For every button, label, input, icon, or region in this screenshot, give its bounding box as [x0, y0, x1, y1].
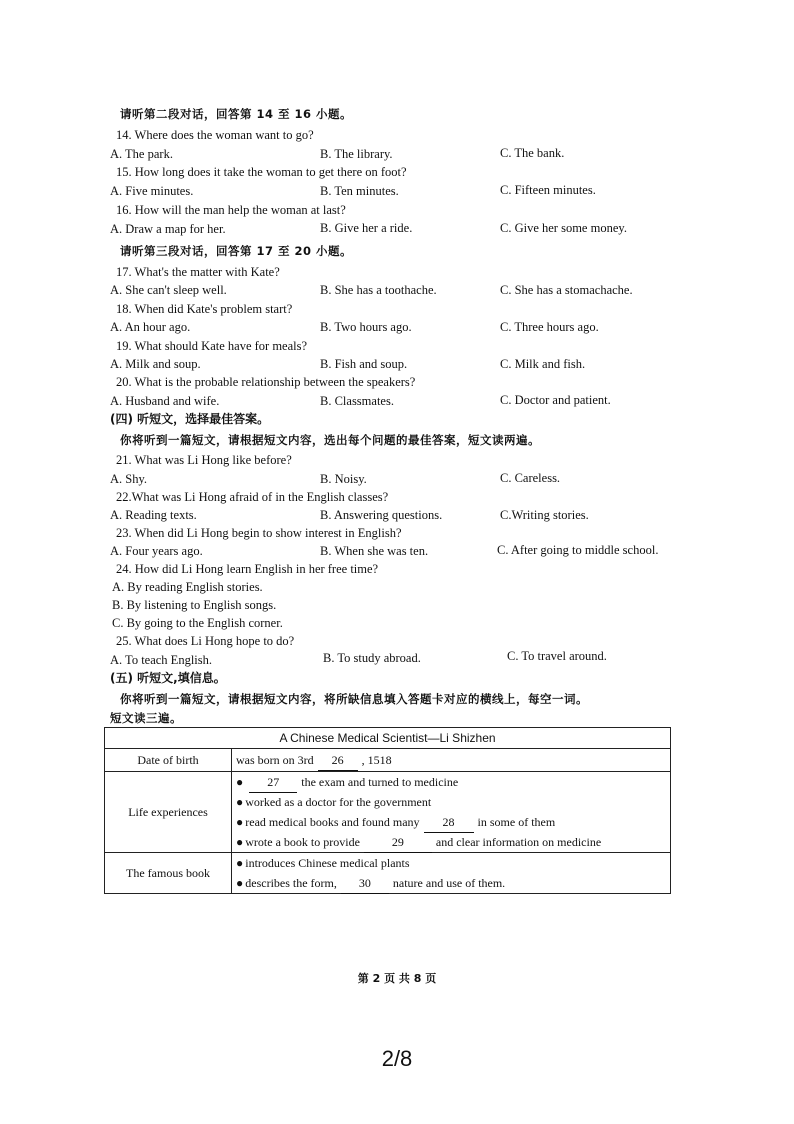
birth-text-post: , 1518	[361, 753, 392, 767]
q19-option-b: B. Fish and soup.	[320, 357, 408, 371]
instruction-section-4: 你将听到一篇短文，请根据短文内容，选出每个问题的最佳答案，短文读两遍。	[120, 433, 540, 447]
instruction-dialogue-2: 请听第二段对话，回答第 14 至 16 小题。	[120, 107, 353, 121]
life-experiences-cell	[232, 772, 671, 853]
page-footer: 第 2 页 共 8 页	[357, 972, 437, 985]
date-of-birth-cell	[232, 749, 671, 772]
blank-30: 30	[341, 873, 389, 894]
q23-option-b: B. When she was ten.	[320, 544, 429, 558]
question-14: 14. Where does the woman want to go?	[116, 128, 314, 142]
bullet-icon: ●	[236, 876, 244, 890]
q24-option-b: B. By listening to English songs.	[112, 598, 277, 612]
book-2-text-post: nature and use of them.	[392, 876, 506, 890]
q18-option-c: C. Three hours ago.	[500, 320, 599, 334]
q25-option-a: A. To teach English.	[110, 653, 213, 667]
question-16: 16. How will the man help the woman at last?	[116, 203, 346, 217]
q20-option-b: B. Classmates.	[320, 394, 394, 408]
q23-option-c: C. After going to middle school.	[497, 543, 659, 557]
question-23: 23. When did Li Hong begin to show interest in English?	[116, 526, 402, 540]
book-1-text: introduces Chinese medical plants	[245, 856, 410, 870]
q17-option-b: B. She has a toothache.	[320, 283, 437, 297]
bullet-icon: ●	[236, 795, 244, 809]
q20-option-c: C. Doctor and patient.	[500, 393, 611, 407]
q18-option-b: B. Two hours ago.	[320, 320, 412, 334]
blank-27: 27	[249, 772, 297, 793]
bullet-icon: ●	[236, 856, 244, 870]
instruction-section-5-line-1: 你将听到一篇短文，请根据短文内容，将所缺信息填入答题卡对应的横线上，每空一词。	[120, 692, 588, 706]
question-19: 19. What should Kate have for meals?	[116, 339, 308, 353]
q15-option-c: C. Fifteen minutes.	[500, 183, 596, 197]
life-experiences-label: Life experiences	[105, 772, 232, 853]
section-4-heading: (四) 听短文，选择最佳答案。	[110, 412, 270, 426]
birth-text-pre: was born on 3rd	[236, 753, 314, 767]
instruction-dialogue-3: 请听第三段对话，回答第 17 至 20 小题。	[120, 244, 353, 258]
section-5-heading: (五) 听短文,填信息。	[110, 671, 226, 685]
q14-option-b: B. The library.	[320, 147, 393, 161]
bullet-icon: ●	[236, 815, 244, 829]
question-24: 24. How did Li Hong learn English in her free time?	[116, 562, 379, 576]
life-4-text-post: and clear information on medicine	[435, 835, 602, 849]
bullet-icon: ●	[236, 835, 244, 849]
instruction-section-5-line-2: 短文读三遍。	[110, 711, 182, 725]
date-of-birth-label: Date of birth	[105, 749, 232, 772]
life-1-text: the exam and turned to medicine	[301, 775, 459, 789]
q24-option-c: C. By going to the English corner.	[112, 616, 283, 630]
question-22: 22.What was Li Hong afraid of in the English classes?	[116, 490, 389, 504]
q17-option-a: A. She can't sleep well.	[110, 283, 227, 297]
q15-option-b: B. Ten minutes.	[320, 184, 399, 198]
question-17: 17. What's the matter with Kate?	[116, 265, 280, 279]
bullet-icon: ●	[236, 775, 244, 789]
q22-option-a: A. Reading texts.	[110, 508, 197, 522]
question-20: 20. What is the probable relationship between the speakers?	[116, 375, 416, 389]
q21-option-c: C. Careless.	[500, 471, 561, 485]
life-3-text-pre: read medical books and found many	[245, 815, 420, 829]
q21-option-b: B. Noisy.	[320, 472, 367, 486]
question-15: 15. How long does it take the woman to get there on foot?	[116, 165, 407, 179]
q20-option-a: A. Husband and wife.	[110, 394, 220, 408]
question-18: 18. When did Kate's problem start?	[116, 302, 293, 316]
famous-book-cell	[232, 853, 671, 894]
life-4-text-pre: wrote a book to provide	[245, 835, 360, 849]
q16-option-b: B. Give her a ride.	[320, 221, 413, 235]
q16-option-c: C. Give her some money.	[500, 221, 627, 235]
q18-option-a: A. An hour ago.	[110, 320, 191, 334]
q25-option-b: B. To study abroad.	[323, 651, 421, 665]
q14-option-c: C. The bank.	[500, 146, 565, 160]
q25-option-c: C. To travel around.	[507, 649, 607, 663]
info-table	[104, 727, 671, 894]
blank-29: 29	[364, 832, 432, 853]
life-3-text-post: in some of them	[477, 815, 556, 829]
famous-book-label: The famous book	[105, 853, 232, 894]
question-25: 25. What does Li Hong hope to do?	[116, 634, 295, 648]
q24-option-a: A. By reading English stories.	[112, 580, 263, 594]
life-2-text: worked as a doctor for the government	[245, 795, 432, 809]
q17-option-c: C. She has a stomachache.	[500, 283, 633, 297]
blank-28: 28	[424, 812, 474, 833]
q19-option-c: C. Milk and fish.	[500, 357, 586, 371]
table-title: A Chinese Medical Scientist—Li Shizhen	[105, 728, 671, 749]
q19-option-a: A. Milk and soup.	[110, 357, 201, 371]
q22-option-c: C.Writing stories.	[500, 508, 589, 522]
q14-option-a: A. The park.	[110, 147, 173, 161]
q22-option-b: B. Answering questions.	[320, 508, 443, 522]
page-number: 2/8	[381, 1046, 413, 1071]
book-2-text-pre: describes the form,	[245, 876, 337, 890]
q21-option-a: A. Shy.	[110, 472, 148, 486]
q16-option-a: A. Draw a map for her.	[110, 222, 226, 236]
blank-26: 26	[318, 750, 358, 771]
q23-option-a: A. Four years ago.	[110, 544, 203, 558]
question-21: 21. What was Li Hong like before?	[116, 453, 292, 467]
q15-option-a: A. Five minutes.	[110, 184, 194, 198]
